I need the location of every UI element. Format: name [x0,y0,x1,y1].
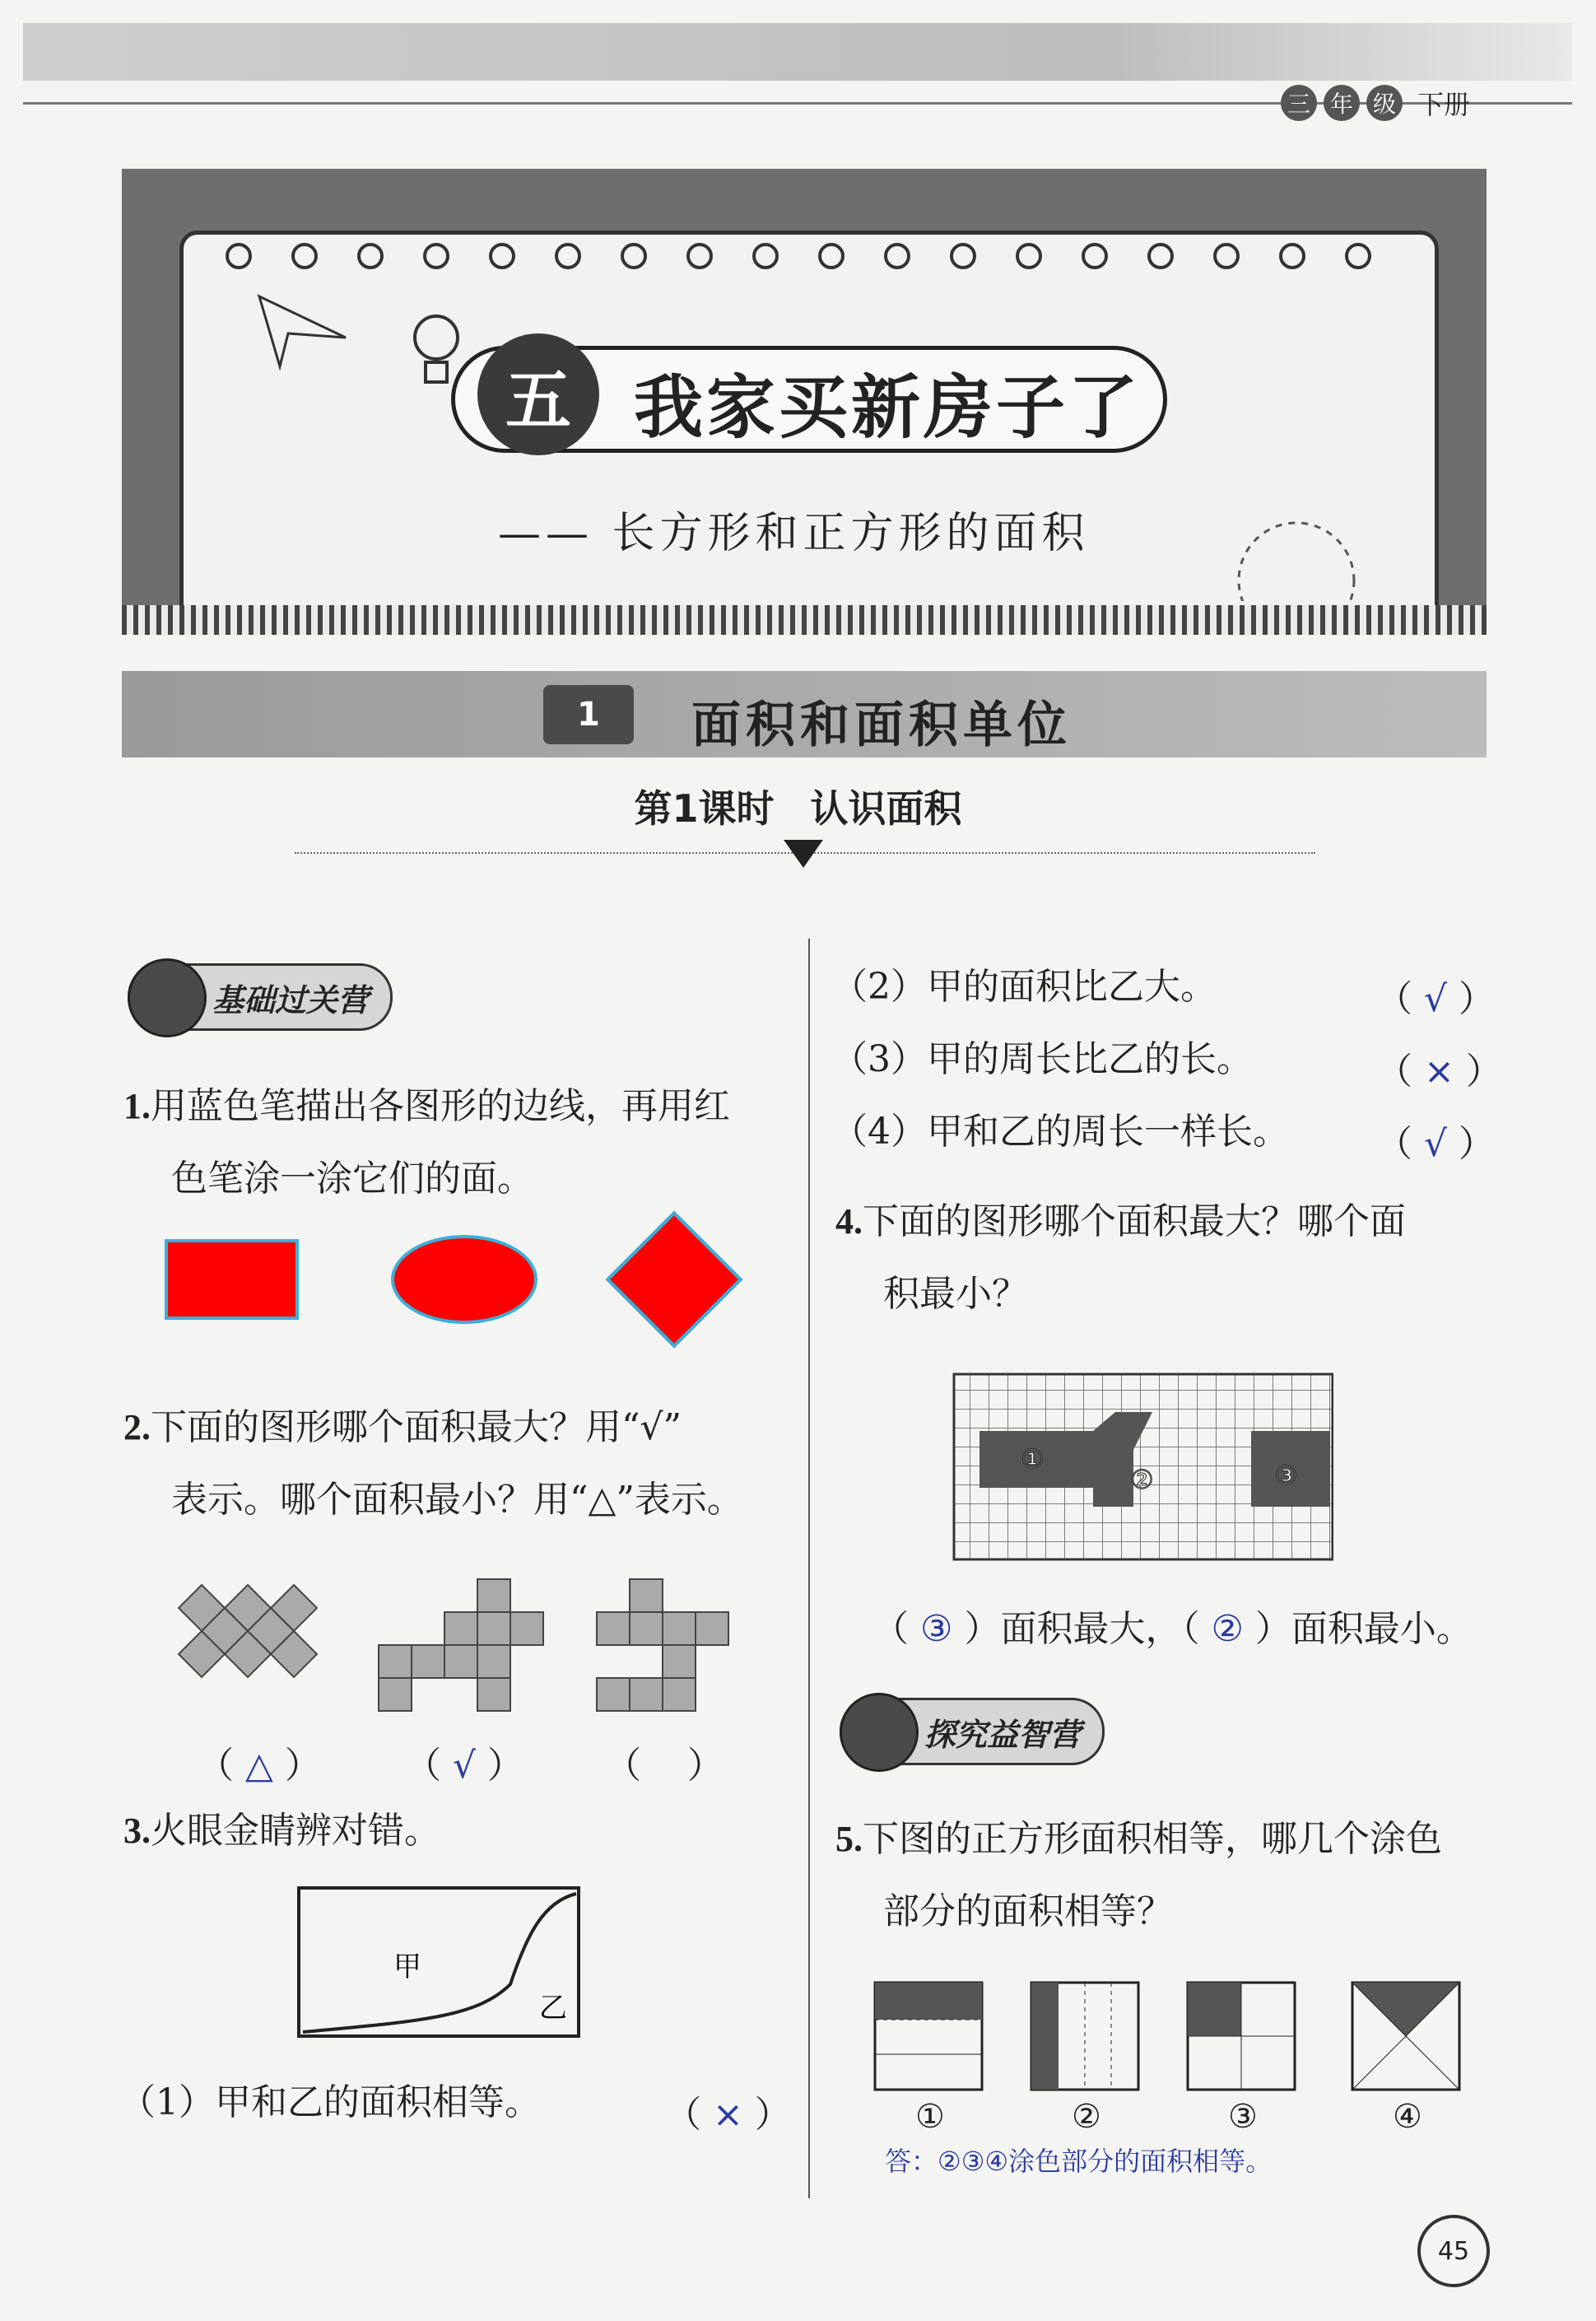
q3-number: 3. [123,1811,151,1851]
q3-item-4-text: （4）甲和乙的周长一样长。 [831,1111,1289,1153]
label-jia: 甲 [393,1950,421,1983]
square-4 [1350,1980,1465,2095]
question-5 [835,1803,1519,1948]
question-3 [123,1795,440,1867]
shape-b-staircase [375,1573,547,1713]
q5-answer: 答：②③④涂色部分的面积相等。 [885,2146,1273,2177]
frog-icon [128,958,207,1037]
label-yi: 乙 [539,1992,567,2025]
q2-line1: 下面的图形哪个面积最大？用“√” [151,1406,682,1448]
q4-text-smallest: ）面积最小。 [1254,1608,1473,1650]
grade-char: 级 [1366,85,1403,121]
banner-stripe [122,605,1487,635]
grade-label [1281,82,1470,124]
q3-figure [296,1885,584,2042]
q3-item-2-answer: （ √ ） [1376,978,1496,1020]
down-arrow-icon [784,840,823,868]
question-1 [123,1070,798,1215]
q3-item-1-answer: （ × ） [665,2094,791,2136]
unit-title: 我家买新房子了 [634,367,1142,448]
red-ellipse [391,1235,537,1324]
lesson-period: 第1课时 [634,786,775,831]
section-number: 1 [543,685,634,744]
volume-label: 下册 [1417,89,1471,120]
red-diamond [606,1211,743,1349]
lesson-title [0,779,1596,833]
q3-item-2-text: （2）甲的面积比乙大。 [831,966,1217,1008]
q1-line1: 用蓝色笔描出各图形的边线，再用红 [151,1085,730,1127]
square-1 [872,1980,988,2095]
header-bar [23,23,1572,81]
q2-answer-c: （ ） [605,1745,724,1787]
square-label-1: ① [915,2098,945,2136]
q3-item-1-text: （1）甲和乙的面积相等。 [119,2081,541,2123]
q3-item-1 [119,2067,541,2139]
square-2 [1029,1980,1144,2095]
q3-item-4 [831,1096,1289,1168]
grid-label-1: ① [1021,1443,1045,1475]
page-number: 45 [1417,2215,1490,2287]
q4-largest: ③ [920,1608,953,1650]
q3-item-3-answer-value: × [1424,1051,1454,1093]
grid-label-2: ② [1130,1464,1154,1495]
q2-answer-b-value: √ [453,1745,477,1787]
q5-line1: 下图的正方形面积相等，哪几个涂色 [863,1818,1442,1860]
basic-tag [128,963,393,1031]
grade-char: 年 [1324,85,1360,121]
square-label-4: ④ [1393,2098,1422,2136]
q3-item-2 [831,951,1217,1023]
q4-line1: 下面的图形哪个面积最大？哪个面 [863,1200,1406,1242]
question-2 [123,1391,798,1536]
square-label-3: ③ [1228,2098,1258,2136]
shape-c-hook [593,1573,733,1713]
q5-line2: 部分的面积相等？ [883,1890,1173,1932]
grid-label-3: ③ [1274,1460,1298,1491]
column-separator [808,939,810,2198]
q4-smallest: ② [1211,1608,1244,1650]
dashed-circle-decor [1226,510,1366,601]
paper-plane-icon [255,288,354,371]
q3-item-3-text: （3）甲的周长比乙的长。 [831,1038,1253,1080]
unit-number: 五 [477,333,599,455]
q3-text: 火眼金睛辨对错。 [151,1810,440,1852]
q3-item-4-answer-value: √ [1424,1123,1448,1165]
grade-char: 三 [1281,85,1317,121]
spiral-rings [222,218,1399,276]
explore-tag [840,1698,1105,1765]
q3-item-3 [831,1023,1253,1096]
q4-answer-line: （ ③ ）面积最大，（ ② ）面积最小。 [872,1608,1473,1650]
q4-grid-figure [951,1371,1333,1564]
q4-line2: 积最小？ [883,1273,1028,1315]
q3-item-1-answer-value: × [713,2094,743,2136]
elephant-icon [840,1693,919,1772]
question-4 [835,1186,1519,1331]
section-title: 面积和面积单位 [691,697,1072,754]
q2-answer-a: （ △ ） [198,1745,321,1787]
square-3 [1185,1980,1301,2095]
q2-line2: 表示。哪个面积最小？用“△”表示。 [171,1479,743,1521]
basic-tag-label: 基础过关营 [128,963,393,1031]
unit-subtitle: —— 长方形和正方形的面积 [498,509,1090,558]
square-label-2: ② [1072,2098,1101,2136]
q4-text-largest: ）面积最大，（ [964,1608,1200,1650]
shape-a-diagonal [177,1568,325,1708]
q4-number: 4. [835,1201,863,1242]
q5-number: 5. [835,1819,863,1859]
explore-tag-label: 探究益智营 [840,1698,1105,1765]
q3-item-2-answer-value: √ [1424,978,1448,1020]
red-rectangle [165,1239,299,1320]
q2-answer-a-value: △ [245,1745,273,1787]
q3-item-4-answer: （ √ ） [1376,1123,1496,1165]
q1-line2: 色笔涂一涂它们的面。 [171,1158,533,1200]
lesson-topic: 认识面积 [810,786,962,831]
q2-answer-b: （ √ ） [405,1745,524,1787]
q1-number: 1. [123,1086,151,1126]
q2-number: 2. [123,1407,151,1447]
q3-item-3-answer: （ × ） [1376,1051,1502,1093]
